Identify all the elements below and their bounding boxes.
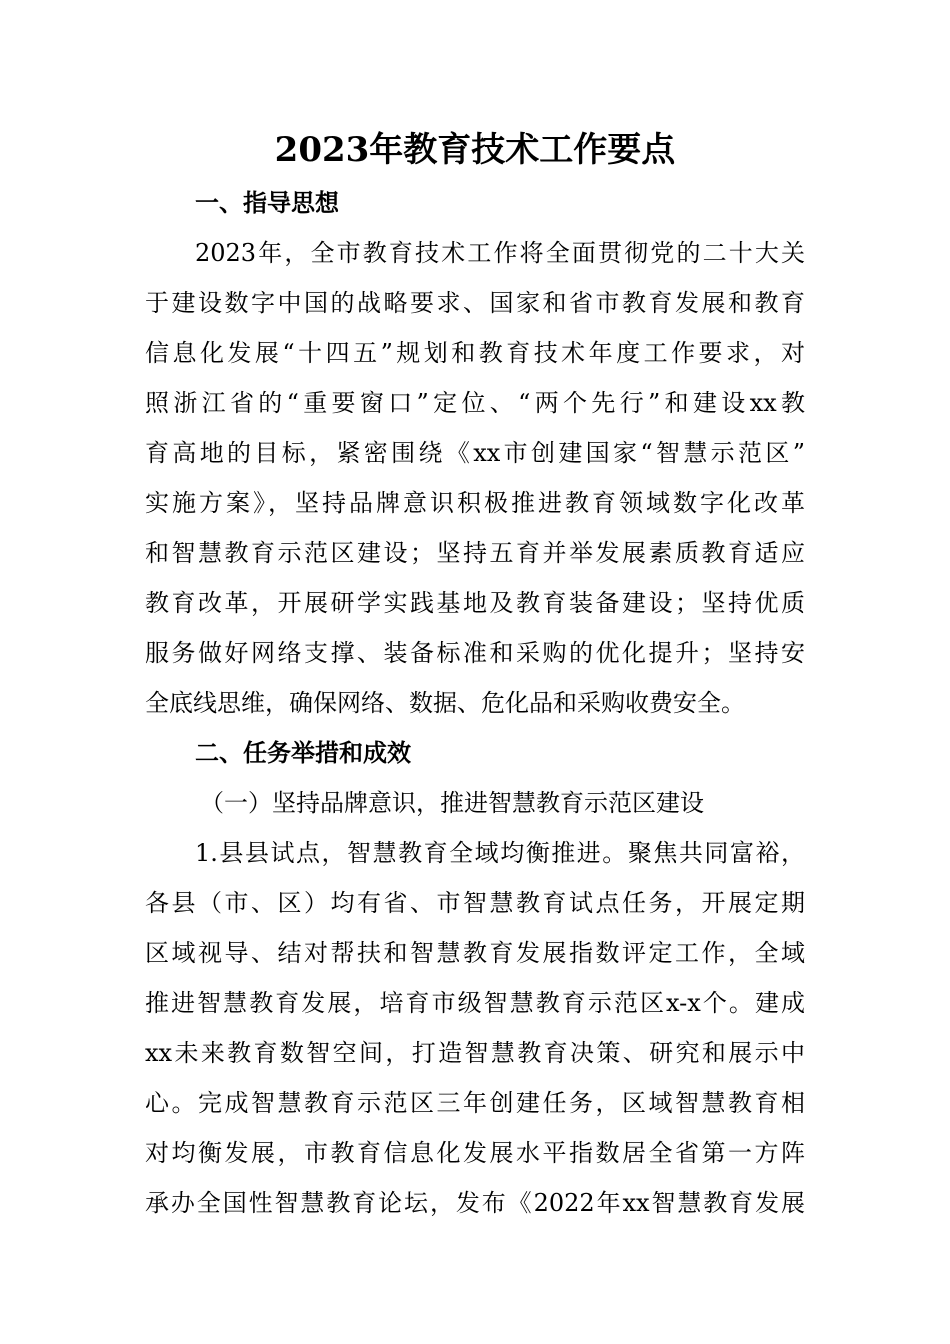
paragraph-line: 于建设数字中国的战略要求、国家和省市教育发展和教育 bbox=[145, 289, 805, 317]
paragraph-line: 区域视导、结对帮扶和智慧教育发展指数评定工作，全域 bbox=[145, 939, 805, 967]
paragraph-line: 1.县县试点，智慧教育全域均衡推进。聚焦共同富裕， bbox=[195, 839, 805, 867]
paragraph-line: xx未来教育数智空间，打造智慧教育决策、研究和展示中 bbox=[145, 1039, 805, 1067]
section-heading-guiding-ideology: 一、指导思想 bbox=[195, 189, 339, 217]
paragraph-line: 对均衡发展，市教育信息化发展水平指数居全省第一方阵 bbox=[145, 1139, 805, 1167]
paragraph-line: 育高地的目标，紧密围绕《xx市创建国家“智慧示范区” bbox=[145, 439, 805, 467]
paragraph-line: 各县（市、区）均有省、市智慧教育试点任务，开展定期 bbox=[145, 889, 805, 917]
document-body bbox=[145, 122, 805, 1228]
paragraph-line: 实施方案》，坚持品牌意识积极推进教育领域数字化改革 bbox=[145, 489, 805, 517]
paragraph-guiding-ideology bbox=[145, 228, 805, 728]
section-heading-tasks: 二、任务举措和成效 bbox=[195, 739, 411, 767]
paragraph-line: 全底线思维，确保网络、数据、危化品和采购收费安全。 bbox=[145, 689, 745, 717]
paragraph-line: 和智慧教育示范区建设；坚持五育并举发展素质教育适应 bbox=[145, 539, 805, 567]
paragraph-tasks bbox=[145, 828, 805, 1228]
paragraph-line: 承办全国性智慧教育论坛，发布《2022年xx智慧教育发展 bbox=[145, 1189, 805, 1217]
paragraph-line: 心。完成智慧教育示范区三年创建任务，区域智慧教育相 bbox=[145, 1089, 805, 1117]
paragraph-line: 教育改革，开展研学实践基地及教育装备建设；坚持优质 bbox=[145, 589, 805, 617]
subsection-heading: （一）坚持品牌意识，推进智慧教育示范区建设 bbox=[200, 789, 704, 817]
paragraph-line: 2023年，全市教育技术工作将全面贯彻党的二十大关 bbox=[195, 239, 805, 267]
paragraph-line: 信息化发展“十四五”规划和教育技术年度工作要求，对 bbox=[145, 339, 805, 367]
paragraph-line: 推进智慧教育发展，培育市级智慧教育示范区x-x个。建成 bbox=[145, 989, 805, 1017]
document-title: 2023年教育技术工作要点 bbox=[274, 130, 676, 170]
paragraph-line: 服务做好网络支撑、装备标准和采购的优化提升；坚持安 bbox=[145, 639, 805, 667]
paragraph-line: 照浙江省的“重要窗口”定位、“两个先行”和建设xx教 bbox=[145, 389, 805, 417]
